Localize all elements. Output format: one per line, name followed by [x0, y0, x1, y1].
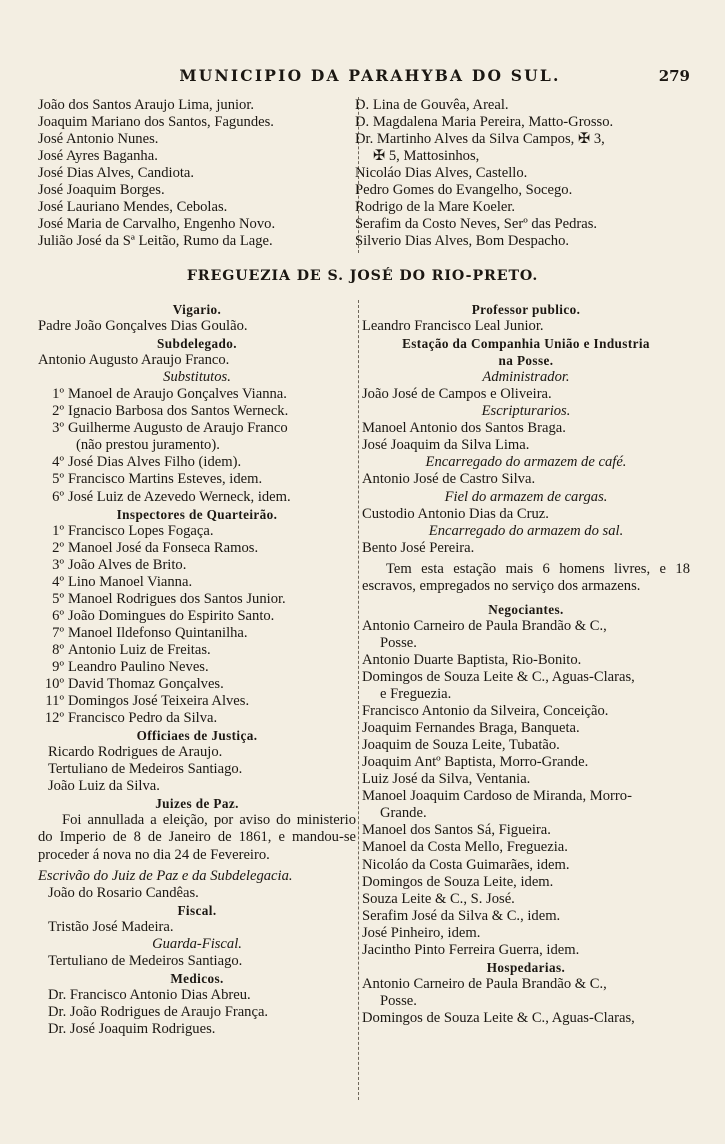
- list-item: José Lauriano Mendes, Cebolas.: [38, 199, 228, 216]
- section-heading: na Posse.: [498, 353, 554, 369]
- list-item: Jacintho Pinto Ferreira Guerra, idem.: [362, 941, 580, 958]
- list-item: José Maria de Carvalho, Engenho Novo.: [38, 216, 276, 233]
- list-item: Nicoláo Dias Alves, Castello.: [355, 165, 528, 182]
- item-number: 9º: [52, 658, 64, 675]
- list-item: Dr. José Joaquim Rodrigues.: [48, 1020, 216, 1037]
- list-item: Dr. João Rodrigues de Araujo França.: [48, 1003, 269, 1020]
- list-item: [38, 540, 356, 557]
- item-number: 12º: [44, 710, 64, 727]
- item-number: 11º: [45, 693, 64, 710]
- item-text: João Domingues do Espirito Santo.: [68, 607, 275, 624]
- negociantes-list: [362, 618, 690, 959]
- section-heading: Officiaes de Justiça.: [136, 728, 258, 744]
- running-title: MUNICIPIO DA PARAHYBA DO SUL.: [179, 66, 561, 85]
- item-number: 3º: [52, 420, 64, 437]
- item-text: Guilherme Augusto de Araujo Franco: [68, 420, 288, 437]
- list-item: [38, 693, 356, 710]
- item-text: Manoel José da Fonseca Ramos.: [68, 539, 259, 556]
- list-item: D. Magdalena Maria Pereira, Matto-Grosso.: [355, 114, 614, 131]
- section-heading: Subdelegado.: [157, 336, 237, 352]
- item-number: 1º: [52, 522, 64, 539]
- list-item: [38, 437, 356, 454]
- item-number: 4º: [52, 573, 64, 590]
- list-item: Souza Leite & C., S. José.: [362, 890, 515, 907]
- list-item: José Joaquim da Silva Lima.: [362, 437, 530, 454]
- item-number: 5º: [52, 471, 64, 488]
- list-item: [38, 523, 356, 540]
- item-number: 7º: [52, 624, 64, 641]
- list-item: José Ayres Baganha.: [38, 148, 158, 165]
- top-left-list: [38, 97, 358, 250]
- item-number: 2º: [52, 539, 64, 556]
- list-item: Joaquim Fernandes Braga, Banqueta.: [362, 720, 580, 737]
- item-text: José Dias Alves Filho (idem).: [68, 454, 242, 471]
- section-heading: Substitutos.: [163, 369, 231, 386]
- list-item: Ricardo Rodrigues de Araujo.: [48, 744, 223, 761]
- list-item: e Freguezia.: [380, 686, 452, 703]
- right-column: [362, 301, 690, 1027]
- section-heading: Estação da Companhia União e Industria: [402, 336, 650, 352]
- list-item: Francisco Antonio da Silveira, Conceição.: [362, 703, 609, 720]
- list-item: Antonio Carneiro de Paula Brandão & C.,: [362, 975, 607, 992]
- list-item: [38, 557, 356, 574]
- item-text: Antonio Luiz de Freitas.: [68, 641, 211, 658]
- list-item: Serafim da Costo Neves, Serº das Pedras.: [355, 216, 598, 233]
- page-number: 279: [658, 67, 690, 85]
- item-number: 4º: [52, 454, 64, 471]
- list-item: José Pinheiro, idem.: [362, 924, 481, 941]
- list-item: Posse.: [380, 992, 417, 1009]
- list-item: Joaquim Mariano dos Santos, Fagundes.: [38, 114, 274, 131]
- list-item: Nicoláo da Costa Guimarães, idem.: [362, 856, 570, 873]
- list-item: [38, 591, 356, 608]
- section-heading: Escripturarios.: [481, 403, 571, 420]
- list-item: Tristão José Madeira.: [48, 918, 174, 935]
- list-item: Tertuliano de Medeiros Santiago.: [48, 761, 243, 778]
- list-item: [38, 625, 356, 642]
- list-item: [38, 676, 356, 693]
- section-heading: Encarregado do armazem do sal.: [428, 522, 624, 539]
- list-item: Manoel Antonio dos Santos Braga.: [362, 420, 566, 437]
- list-item: [38, 471, 356, 488]
- list-item: Padre João Gonçalves Dias Goulão.: [38, 318, 248, 335]
- item-number: 1º: [52, 386, 64, 403]
- list-item: Leandro Francisco Leal Junior.: [362, 318, 544, 335]
- item-number: 6º: [52, 607, 64, 624]
- list-item: Dr. Martinho Alves da Silva Campos, ✠ 3,: [355, 131, 605, 148]
- list-item: Grande.: [380, 805, 427, 822]
- item-number: 6º: [52, 488, 64, 505]
- section-heading: Vigario.: [172, 302, 222, 317]
- section-heading: Escrivão do Juiz de Paz e da Subdelegacia.: [38, 867, 293, 884]
- list-item: Dr. Francisco Antonio Dias Abreu.: [48, 986, 251, 1003]
- list-item: Domingos de Souza Leite & C., Aguas-Claras,: [362, 668, 635, 685]
- list-item: João dos Santos Araujo Lima, junior.: [38, 97, 255, 113]
- list-item: Joaquim de Souza Leite, Tubatão.: [362, 737, 560, 754]
- list-item: Luiz José da Silva, Ventania.: [362, 771, 531, 788]
- item-text: João Alves de Brito.: [68, 556, 187, 573]
- column-divider: [358, 300, 359, 1100]
- list-item: Silverio Dias Alves, Bom Despacho.: [355, 233, 570, 250]
- item-number: 2º: [52, 403, 64, 420]
- list-item: Antonio Augusto Araujo Franco.: [38, 352, 230, 369]
- item-text: Francisco Martins Esteves, idem.: [68, 471, 263, 488]
- list-item: Antonio José de Castro Silva.: [362, 471, 536, 488]
- section-heading: Guarda-Fiscal.: [152, 935, 242, 952]
- item-text: Manoel Rodrigues dos Santos Junior.: [68, 590, 286, 607]
- list-item: Joaquim Antº Baptista, Morro-Grande.: [362, 754, 589, 771]
- hospedarias-list: [362, 976, 690, 1027]
- item-text: Domingos José Teixeira Alves.: [68, 693, 250, 710]
- section-heading: Fiscal.: [177, 902, 217, 918]
- list-item: Manoel Joaquim Cardoso de Miranda, Morro-: [362, 788, 632, 805]
- item-number: 5º: [52, 590, 64, 607]
- list-item: [38, 659, 356, 676]
- section-heading: Juizes de Paz.: [155, 796, 239, 812]
- section-heading: Medicos.: [170, 970, 224, 986]
- item-text: Leandro Paulino Neves.: [68, 658, 209, 675]
- left-column: [38, 301, 356, 1038]
- list-item: Pedro Gomes do Evangelho, Socego.: [355, 182, 573, 199]
- substitutos-list: [38, 386, 356, 505]
- section-heading: Inspectores de Quarteirão.: [116, 506, 278, 522]
- list-item: Bento José Pereira.: [362, 539, 475, 556]
- section-heading: Negociantes.: [488, 601, 564, 617]
- inspectores-list: [38, 523, 356, 728]
- item-text: Ignacio Barbosa dos Santos Werneck.: [68, 403, 289, 420]
- list-item: [38, 420, 356, 437]
- list-item: Antonio Duarte Baptista, Rio-Bonito.: [362, 651, 582, 668]
- list-item: Domingos de Souza Leite, idem.: [362, 873, 554, 890]
- list-item: José Antonio Nunes.: [38, 131, 159, 148]
- top-right-list: [355, 97, 690, 250]
- item-number: 10º: [44, 676, 64, 693]
- list-item: Rodrigo de la Mare Koeler.: [355, 199, 516, 216]
- list-item: D. Lina de Gouvêa, Areal.: [355, 97, 509, 113]
- item-number: 3º: [52, 556, 64, 573]
- list-item: [38, 574, 356, 591]
- section-heading: Professor publico.: [471, 302, 581, 317]
- list-item: Antonio Carneiro de Paula Brandão & C.,: [362, 617, 607, 634]
- list-item: Posse.: [380, 634, 417, 651]
- list-item: João Luiz da Silva.: [48, 778, 160, 795]
- list-item: ✠ 5, Mattosinhos,: [373, 148, 480, 165]
- list-item: Manoel dos Santos Sá, Figueira.: [362, 822, 551, 839]
- item-text: Lino Manoel Vianna.: [68, 573, 193, 590]
- section-heading: Administrador.: [482, 369, 570, 386]
- list-item: José Dias Alves, Candiota.: [38, 165, 195, 182]
- list-item: João do Rosario Candêas.: [48, 884, 199, 901]
- list-item: [38, 403, 356, 420]
- list-item: Tertuliano de Medeiros Santiago.: [48, 952, 243, 969]
- list-item: José Joaquim Borges.: [38, 182, 165, 199]
- item-text: (não prestou juramento).: [76, 437, 220, 454]
- list-item: [38, 710, 356, 727]
- list-item: [38, 454, 356, 471]
- list-item: João José de Campos e Oliveira.: [362, 386, 552, 403]
- list-item: [38, 608, 356, 625]
- section-heading: Fiel do armazem de cargas.: [444, 488, 608, 505]
- item-text: Manoel Ildefonso Quintanilha.: [68, 624, 248, 641]
- list-item: Custodio Antonio Dias da Cruz.: [362, 505, 549, 522]
- list-item: Domingos de Souza Leite & C., Aguas-Claras,: [362, 1009, 635, 1026]
- list-item: [38, 386, 356, 403]
- list-item: [38, 642, 356, 659]
- list-item: Julião José da Sª Leitão, Rumo da Lage.: [38, 233, 273, 250]
- item-text: Manoel de Araujo Gonçalves Vianna.: [68, 386, 287, 403]
- list-item: Manoel da Costa Mello, Freguezia.: [362, 839, 568, 856]
- item-text: Francisco Lopes Fogaça.: [68, 522, 214, 539]
- item-text: José Luiz de Azevedo Werneck, idem.: [68, 488, 291, 505]
- page-header: [0, 66, 725, 90]
- list-item: [38, 489, 356, 506]
- section-heading: Hospedarias.: [486, 959, 566, 975]
- item-number: 8º: [52, 641, 64, 658]
- paragraph: Tem esta estação mais 6 homens livres, e 18 escravos, empregados no serviço dos armazens.: [362, 560, 690, 594]
- section-heading: Encarregado do armazem de café.: [425, 454, 627, 471]
- item-text: Francisco Pedro da Silva.: [68, 710, 218, 727]
- paragraph: Foi annullada a eleição, por aviso do ministerio do Imperio de 8 de Janeiro de 1861, e mandou-se proceder á nova no dia 24 de Fevereiro.: [38, 812, 356, 863]
- section-title: FREGUEZIA DE S. JOSÉ DO RIO-PRETO.: [186, 268, 539, 284]
- item-text: David Thomaz Gonçalves.: [68, 676, 224, 693]
- list-item: Serafim José da Silva & C., idem.: [362, 907, 561, 924]
